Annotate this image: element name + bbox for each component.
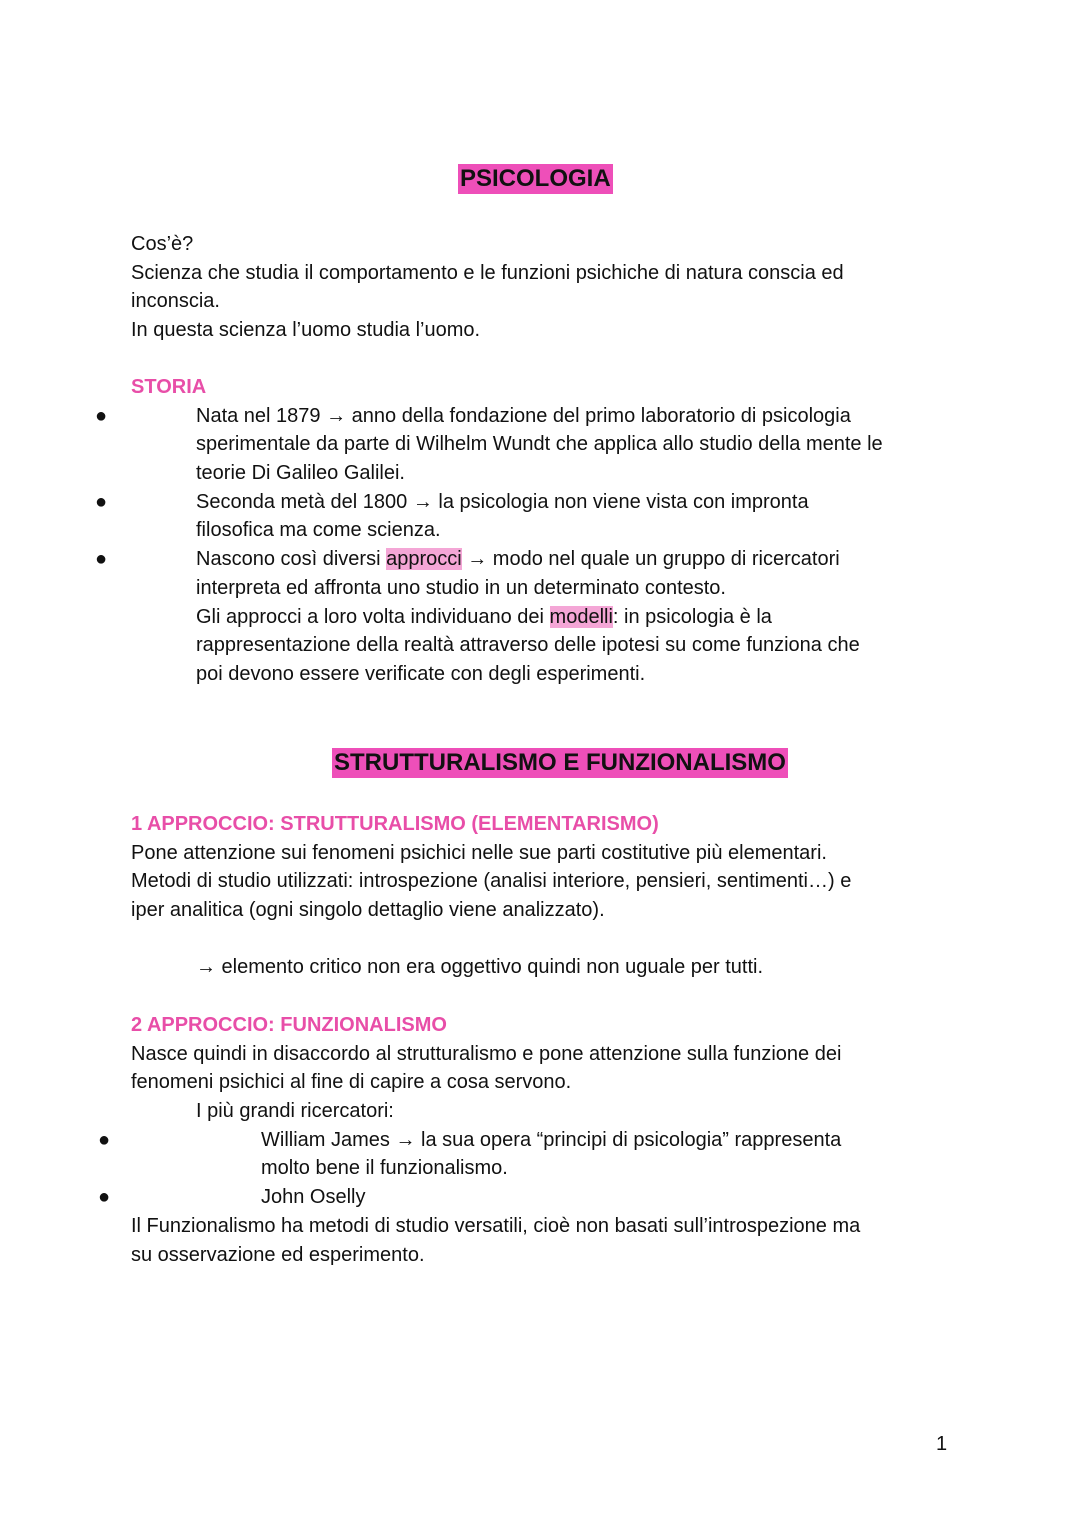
bullet-icon: ● bbox=[98, 1186, 111, 1209]
paragraph-line: Nasce quindi in disaccordo al strutturalismo e pone attenzione sulla funzione dei bbox=[131, 1042, 842, 1065]
bullet-icon: ● bbox=[95, 548, 108, 571]
text: Gli approcci a loro volta individuano dei bbox=[196, 605, 550, 628]
intro-question: Cos’è? bbox=[131, 233, 194, 255]
page-title: PSICOLOGIA bbox=[460, 165, 611, 192]
bullet-line: William James → la sua opera “principi di psicologia” rappresenta bbox=[261, 1128, 842, 1151]
paragraph-line: iper analitica (ogni singolo dettaglio viene analizzato). bbox=[131, 899, 605, 922]
paragraph-line: Pone attenzione sui fenomeni psichici nelle sue parti costitutive più elementari. bbox=[131, 841, 827, 864]
bullet-line: John Oselly bbox=[261, 1186, 366, 1209]
paragraph-line: Metodi di studio utilizzati: introspezione (analisi interiore, pensieri, sentimenti…) e bbox=[131, 870, 852, 893]
bullet-line bbox=[196, 545, 960, 574]
bullet-item bbox=[98, 1126, 960, 1183]
bullet-line: Nata nel 1879 → anno della fondazione del primo laboratorio di psicologia bbox=[196, 404, 851, 427]
storia-section bbox=[95, 373, 960, 689]
intro-section bbox=[131, 230, 960, 345]
bullet-line bbox=[196, 603, 960, 632]
bullet-line: sperimentale da parte di Wilhelm Wundt che applica allo studio della mente le bbox=[196, 433, 883, 456]
intro-line: Scienza che studia il comportamento e le funzioni psichiche di natura conscia ed bbox=[131, 261, 844, 284]
bullet-icon: ● bbox=[95, 404, 108, 427]
bullet-item bbox=[95, 545, 960, 688]
bullet-line: teorie Di Galileo Galilei. bbox=[196, 462, 405, 485]
bullet-item bbox=[95, 488, 960, 545]
bullet-line: interpreta ed affronta uno studio in un determinato contesto. bbox=[196, 576, 726, 599]
text: Nascono così diversi bbox=[196, 548, 387, 571]
highlight-approcci: approcci bbox=[386, 548, 462, 571]
bullet-line: Seconda metà del 1800 → la psicologia non viene vista con impronta bbox=[196, 490, 809, 513]
bullet-line: filosofica ma come scienza. bbox=[196, 519, 441, 542]
paragraph-line: Il Funzionalismo ha metodi di studio versatili, cioè non basati sull’introspezione ma bbox=[131, 1214, 861, 1237]
text: : in psicologia è la bbox=[612, 605, 772, 628]
storia-heading: STORIA bbox=[131, 376, 207, 398]
highlight-modelli: modelli bbox=[549, 605, 613, 628]
bullet-item bbox=[95, 402, 960, 488]
intro-line: In questa scienza l’uomo studia l’uomo. bbox=[131, 319, 481, 342]
paragraph-line: fenomeni psichici al fine di capire a cosa servono. bbox=[131, 1071, 572, 1094]
researchers-label: I più grandi ricercatori: bbox=[196, 1100, 394, 1123]
critical-note: → elemento critico non era oggettivo quindi non uguale per tutti. bbox=[196, 956, 764, 979]
bullet-icon: ● bbox=[95, 490, 108, 513]
bullet-line: molto bene il funzionalismo. bbox=[261, 1157, 508, 1180]
text: → modo nel quale un gruppo di ricercatori bbox=[461, 548, 840, 571]
bullet-line: rappresentazione della realtà attraverso delle ipotesi su come funziona che bbox=[196, 634, 860, 657]
bullet-icon: ● bbox=[98, 1128, 111, 1151]
approccio1-section bbox=[131, 810, 960, 982]
bullet-line: poi devono essere verificate con degli esperimenti. bbox=[196, 662, 646, 685]
bullet-item bbox=[98, 1183, 960, 1212]
intro-line: inconscia. bbox=[131, 290, 220, 313]
page-number: 1 bbox=[936, 1433, 948, 1455]
section-title: STRUTTURALISMO E FUNZIONALISMO bbox=[334, 749, 786, 776]
approccio2-heading: 2 APPROCCIO: FUNZIONALISMO bbox=[131, 1014, 447, 1036]
approccio1-heading: 1 APPROCCIO: STRUTTURALISMO (ELEMENTARISMO) bbox=[131, 813, 659, 835]
approccio2-section bbox=[98, 1011, 960, 1269]
paragraph-line: su osservazione ed esperimento. bbox=[131, 1243, 425, 1266]
